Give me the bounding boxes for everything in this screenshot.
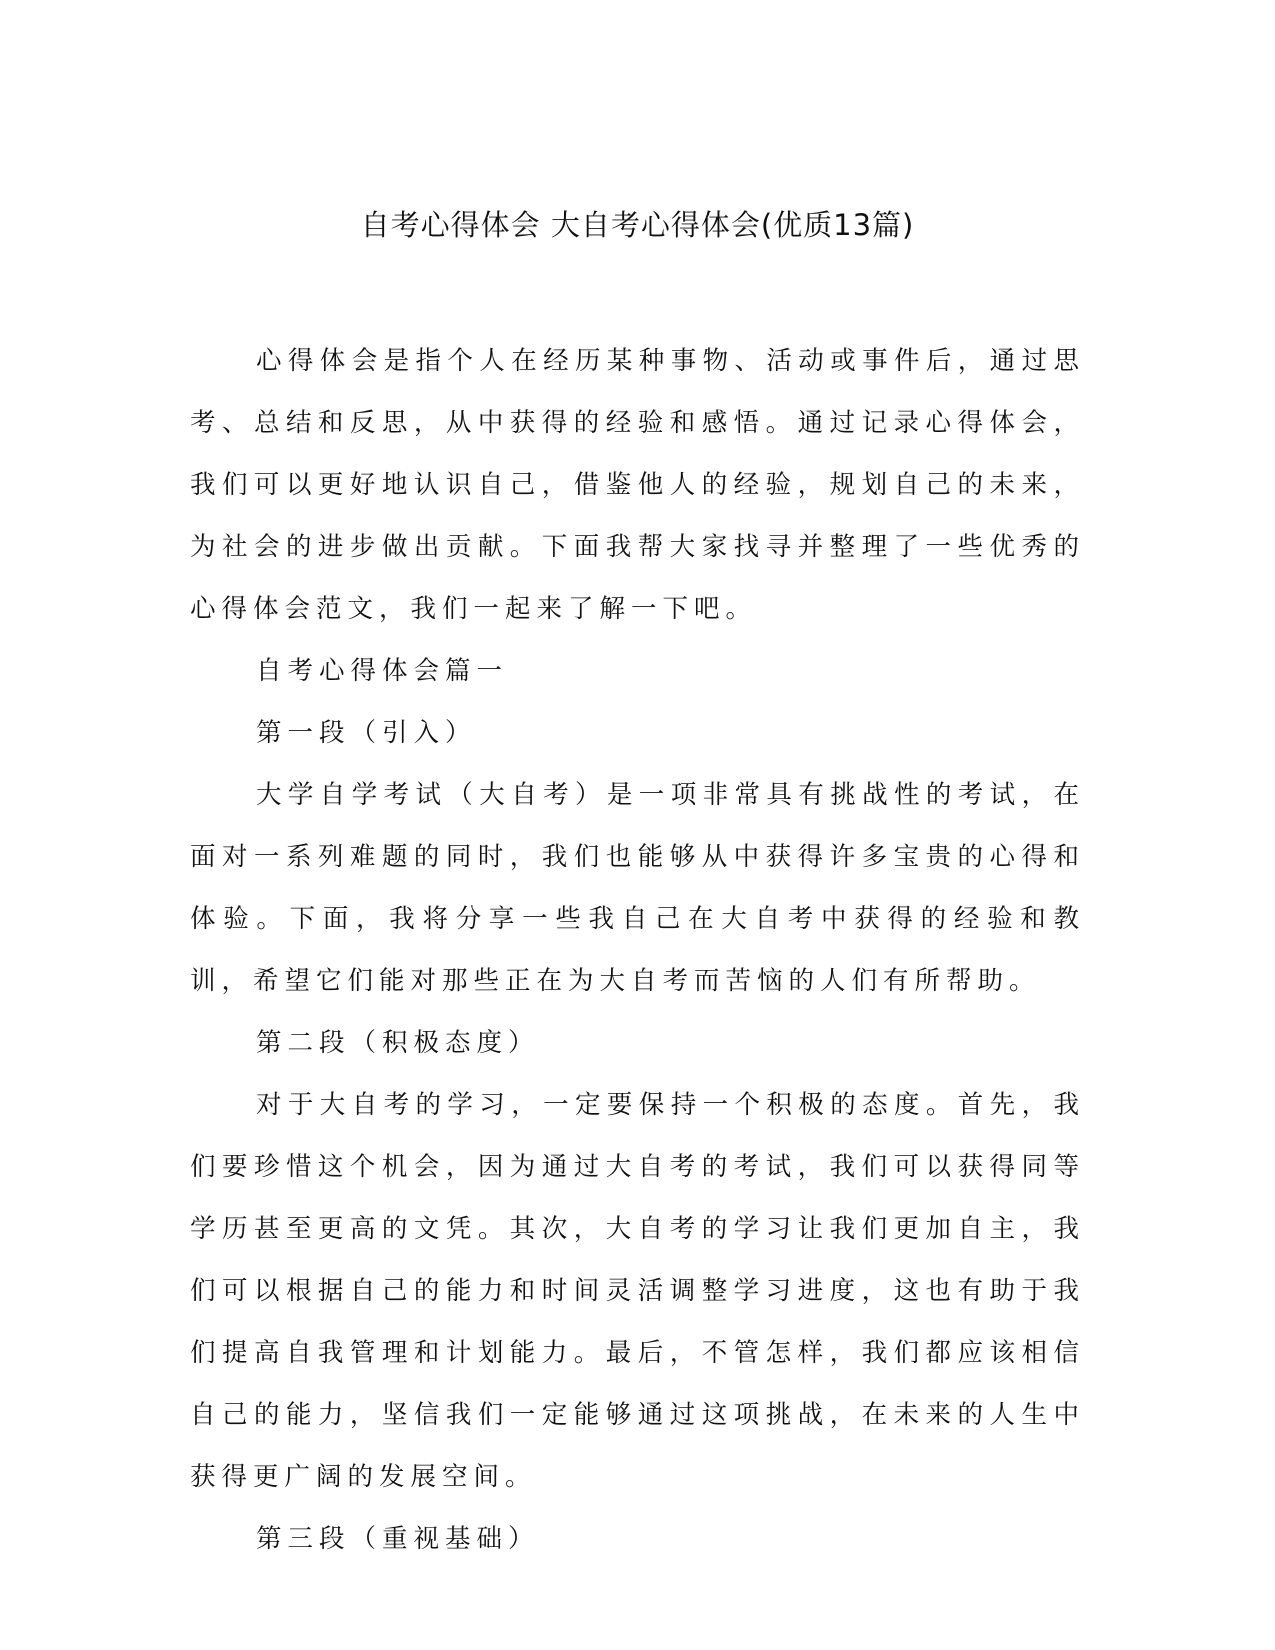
intro-paragraph: 心得体会是指个人在经历某种事物、活动或事件后，通过思考、总结和反思，从中获得的经验和感悟。通过记录心得体会，我们可以更好地认识自己，借鉴他人的经验，规划自己的未来，为社会的进步做出贡献。下面我帮大家找寻并整理了一些优秀的心得体会范文，我们一起来了解一下吧。: [190, 346, 1085, 624]
section-heading-part-two: 第二段（积极态度）: [256, 1028, 540, 1058]
document-body: [190, 330, 1085, 1570]
section-heading-article-one: 自考心得体会篇一: [256, 656, 509, 686]
paragraph-introduction: 大学自学考试（大自考）是一项非常具有挑战性的考试，在面对一系列难题的同时，我们也能够从中获得许多宝贵的心得和体验。下面，我将分享一些我自己在大自考中获得的经验和教训，希望它们能对那些正在为大自考而苦恼的人们有所帮助。: [190, 780, 1085, 996]
document-title: 自考心得体会 大自考心得体会(优质13篇): [360, 208, 915, 242]
section-heading-part-one: 第一段（引入）: [256, 718, 477, 748]
section-heading-part-three: 第三段（重视基础）: [256, 1524, 540, 1554]
paragraph-positive-attitude: 对于大自考的学习，一定要保持一个积极的态度。首先，我们要珍惜这个机会，因为通过大自考的考试，我们可以获得同等学历甚至更高的文凭。其次，大自考的学习让我们更加自主，我们可以根据自己的能力和时间灵活调整学习进度，这也有助于我们提高自我管理和计划能力。最后，不管怎样，我们都应该相信自己的能力，坚信我们一定能够通过这项挑战，在未来的人生中获得更广阔的发展空间。: [190, 1090, 1085, 1492]
